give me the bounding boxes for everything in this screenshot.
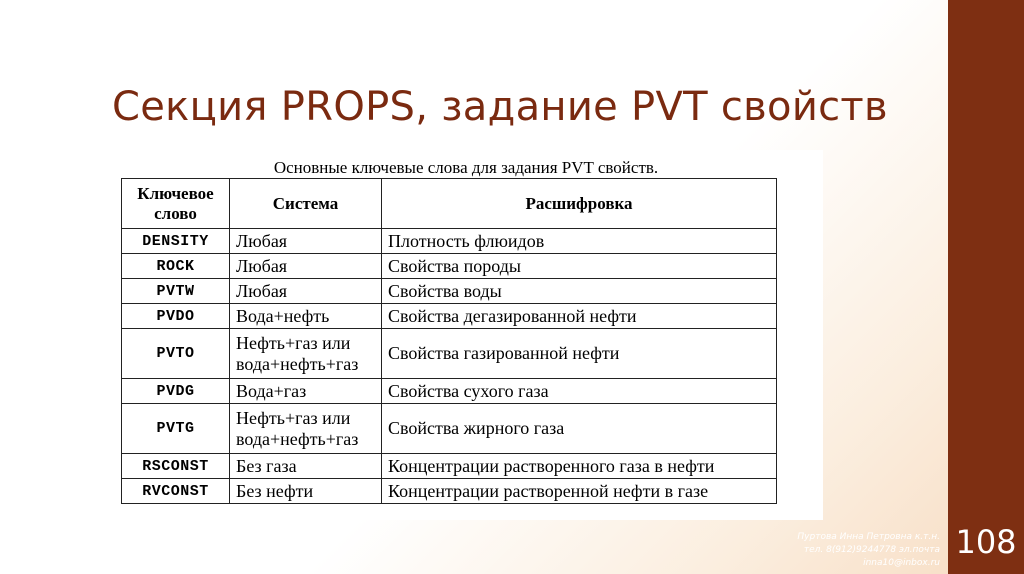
table-row (122, 304, 777, 329)
table-row (122, 279, 777, 304)
keyword-cell: PVDG (122, 379, 230, 404)
table-header-row (122, 179, 777, 229)
description-cell: Свойства воды (382, 279, 777, 304)
footer-author: Пуртова Инна Петровна к.т.н. (797, 532, 940, 542)
system-cell: Вода+газ (230, 379, 382, 404)
system-cell: Любая (230, 279, 382, 304)
header-system: Система (230, 179, 382, 229)
table-row (122, 454, 777, 479)
keyword-cell: PVTO (122, 329, 230, 379)
slide-title: Секция PROPS, задание PVT свойств (112, 84, 888, 130)
table-row (122, 229, 777, 254)
table-figure (113, 150, 823, 520)
description-cell: Концентрации растворенной нефти в газе (382, 479, 777, 504)
table-row (122, 329, 777, 379)
footer-phone-email-label: тел. 8(912)9244778 эл.почта (803, 545, 940, 555)
description-cell: Свойства жирного газа (382, 404, 777, 454)
keyword-cell: PVTW (122, 279, 230, 304)
table-caption: Основные ключевые слова для задания PVT свойств. (273, 158, 659, 177)
header-keyword: Ключевое слово (122, 179, 230, 229)
description-cell: Плотность флюидов (382, 229, 777, 254)
table-row (122, 379, 777, 404)
page-number: 108 (955, 523, 1017, 561)
table-row (122, 479, 777, 504)
keyword-cell: PVTG (122, 404, 230, 454)
system-cell: Без нефти (230, 479, 382, 504)
keyword-cell: DENSITY (122, 229, 230, 254)
author-footer (762, 531, 940, 570)
table-row (122, 254, 777, 279)
description-cell: Концентрации растворенного газа в нефти (382, 454, 777, 479)
description-cell: Свойства дегазированной нефти (382, 304, 777, 329)
table-row (122, 404, 777, 454)
side-bar (948, 0, 1024, 574)
keyword-cell: ROCK (122, 254, 230, 279)
description-cell: Свойства сухого газа (382, 379, 777, 404)
system-cell: Нефть+газ или вода+нефть+газ (230, 329, 382, 379)
system-cell: Любая (230, 229, 382, 254)
footer-email: inna10@inbox.ru (863, 558, 940, 568)
system-cell: Вода+нефть (230, 304, 382, 329)
system-cell: Нефть+газ или вода+нефть+газ (230, 404, 382, 454)
pvt-keywords-table (121, 178, 777, 504)
keyword-cell: RVCONST (122, 479, 230, 504)
header-description: Расшифровка (382, 179, 777, 229)
keyword-cell: PVDO (122, 304, 230, 329)
system-cell: Без газа (230, 454, 382, 479)
description-cell: Свойства газированной нефти (382, 329, 777, 379)
system-cell: Любая (230, 254, 382, 279)
description-cell: Свойства породы (382, 254, 777, 279)
keyword-cell: RSCONST (122, 454, 230, 479)
